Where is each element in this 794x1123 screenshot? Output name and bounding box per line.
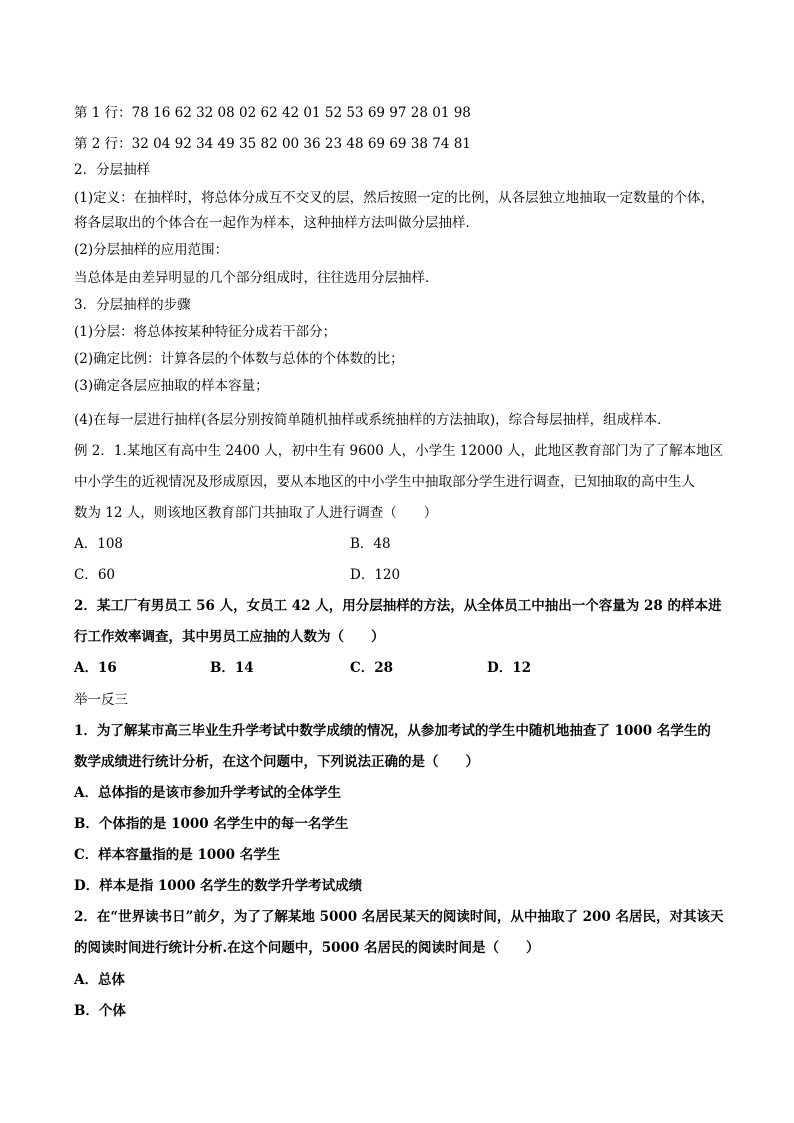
- example2-q2-line-1: 2．某工厂有男员工 56 人，女员工 42 人，用分层抽样的方法，从全体员工中抽出一个容量为 28 的样本进: [74, 598, 722, 614]
- definition-line-2: 将各层取出的个体合在一起作为样本，这种抽样方法叫做分层抽样．: [74, 215, 479, 231]
- step-3: (3)确定各层应抽取的样本容量；: [74, 378, 269, 394]
- section-heading-stratified: 2．分层抽样: [74, 162, 151, 178]
- example2-q1-options-row-1: [0, 534, 794, 554]
- example2-q2-options: [0, 658, 794, 678]
- example2-q2-line-2: 行工作效率调查，其中男员工应抽的人数为（ ）: [74, 629, 385, 645]
- random-table-row-1: 第 1 行：78 16 62 32 08 02 62 42 01 52 53 69 97 28 01 98: [74, 105, 471, 121]
- practice-q1-option-d: D．样本是指 1000 名学生的数学升学考试成绩: [74, 878, 363, 894]
- definition-line-1: (1)定义：在抽样时，将总体分成互不交叉的层，然后按照一定的比例，从各层独立地抽取一定数量的个体，: [74, 190, 715, 206]
- option-a: A．108: [74, 536, 124, 552]
- practice-q2-option-b: B．个体: [74, 1003, 126, 1019]
- practice-q1-option-c: C．样本容量指的是 1000 名学生: [74, 847, 281, 863]
- step-1: (1)分层：将总体按某种特征分成若干部分；: [74, 324, 337, 340]
- practice-q1-line-1: 1．为了解某市高三毕业生升学考试中数学成绩的情况，从参加考试的学生中随机地抽查了 1000 名学生的: [74, 723, 711, 739]
- practice-q2-line-2: 的阅读时间进行统计分析.在这个问题中，5000 名居民的阅读时间是（ ）: [74, 940, 540, 956]
- scope-text: 当总体是由差异明显的几个部分组成时，往往选用分层抽样．: [74, 270, 439, 286]
- option-d: D．120: [350, 567, 401, 583]
- practice-q2-line-1: 2．在“世界读书日”前夕，为了了解某地 5000 名居民某天的阅读时间，从中抽取了 200 名居民，对其该天: [74, 909, 724, 925]
- practice-q1-option-a: A．总体指的是该市参加升学考试的全体学生: [74, 785, 341, 801]
- option-b: B．14: [210, 660, 254, 676]
- example2-q1-options-row-2: [0, 565, 794, 585]
- example2-q1-line-1: 例 2．1.某地区有高中生 2400 人，初中生有 9600 人，小学生 12000 人，此地区教育部门为了了解本地区: [74, 443, 724, 459]
- option-c: C．28: [350, 660, 394, 676]
- practice-q2-option-a: A．总体: [74, 972, 125, 988]
- option-a: A．16: [74, 660, 117, 676]
- option-b: B．48: [350, 536, 391, 552]
- random-table-row-2: 第 2 行：32 04 92 34 49 35 82 00 36 23 48 69 69 38 74 81: [74, 136, 471, 152]
- option-c: C．60: [74, 567, 116, 583]
- practice-q1-option-b: B．个体指的是 1000 名学生中的每一名学生: [74, 816, 349, 832]
- option-d: D．12: [487, 660, 531, 676]
- practice-q1-line-2: 数学成绩进行统计分析，在这个问题中，下列说法正确的是（ ）: [74, 754, 479, 770]
- step-2: (2)确定比例：计算各层的个体数与总体的个体数的比；: [74, 351, 404, 367]
- example2-q1-line-2: 中小学生的近视情况及形成原因，要从本地区的中小学生中抽取部分学生进行调查，已知抽取的高中生人: [74, 474, 695, 490]
- scope-heading: (2)分层抽样的应用范围：: [74, 242, 229, 258]
- section-heading-steps: 3．分层抽样的步骤: [74, 297, 191, 313]
- example2-q1-line-3: 数为 12 人，则该地区教育部门共抽取了人进行调查（ ）: [74, 505, 438, 521]
- practice-heading: 举一反三: [74, 692, 128, 708]
- step-4: (4)在每一层进行抽样(各层分别按简单随机抽样或系统抽样的方法抽取)，综合每层抽样，组成样本．: [74, 412, 671, 428]
